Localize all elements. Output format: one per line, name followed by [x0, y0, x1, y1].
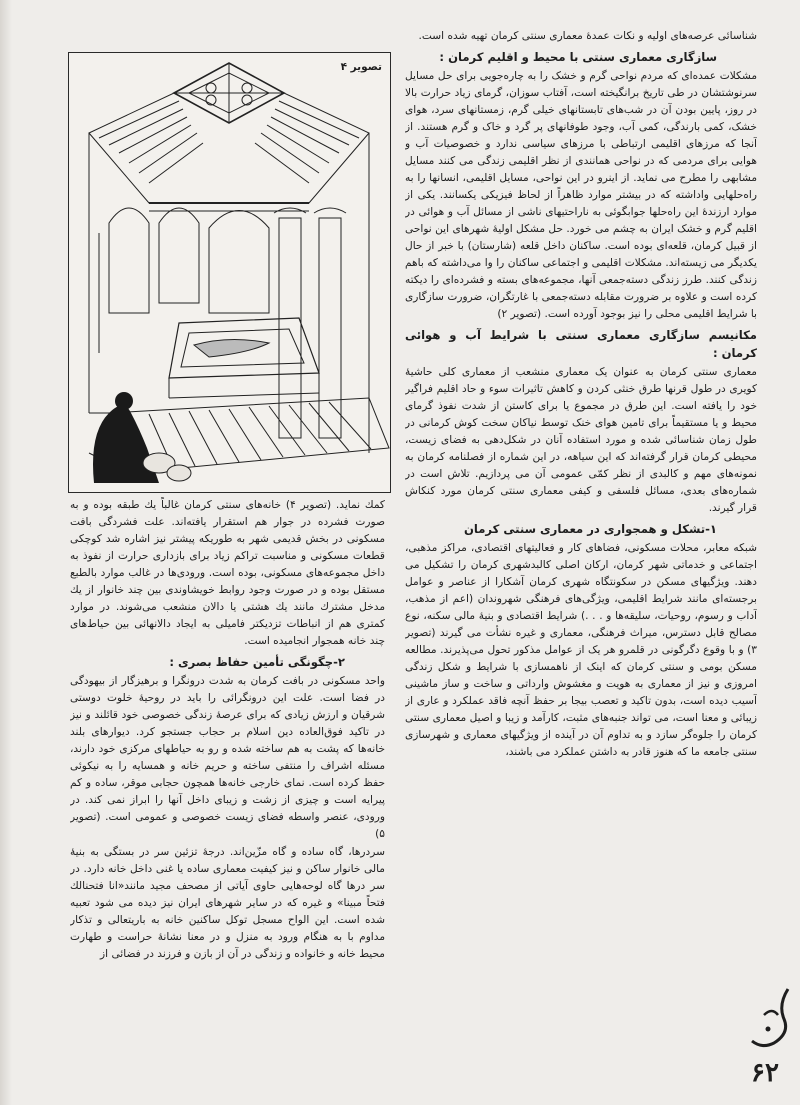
entrance-paragraph: سردرها، گاه ساده و گاه مزّین‌اند. درجهٔ تزئین سر در بستگی به بنیهٔ مالی خانوار ساکن و نیز کیفیت معماری ساده یا غنی داخل خانه دارد. در سر درها گاه لوحه‌هایی حاوی آیاتی از مصحف مجید مانند«انا فتحنالك فتحاً مبینا» و غیره که در سایر شهرهای ایران نیز دیده می شود تعبیه شده است. این الواح مسجل توکل ساکنین خانه به باریتعالی و تذکار مداوم با به هنگام ورود به منزل و در معنا نشانهٔ حراست و طهارت محیط خانه و خانواده و زندگی در آن از بازن و فرزند در فضائی از [70, 846, 385, 960]
section-heading-cohesion: ۱-تشکل و همجواری در معماری سنتی کرمان [463, 522, 717, 536]
page-edge-shadow [0, 0, 12, 1105]
right-text-column [405, 28, 757, 1058]
privacy-paragraph: واحد مسکونی در بافت کرمان به شدت درونگرا و برهیزگار از بیهودگی در فضا است. علت این درونگرائی را باید در روحیهٔ خلوت دوستی شرقیان و ارزش زیادی که برای عرصهٔ زندگی خصوصی خود قائلند و نیز در تاکید فوق‌العاده دین اسلام بر حجاب جستجو کرد. دیوارهای بلند خانه‌ها که پشت به هم ساخته شده و رو به حیاطهای مرکزی خود دارند، مسئله اشراف را منتفی ساخته و حریم خانه و همسایه را به نیکوئی حفظ کرده است. نمای خارجی خانه‌ها همچون حجابی موقر، ساده و کم پیرایه است و چیزی از زشت و زیبای داخل آنها را ابراز نمی کند. در ورودی، عنصر واسطه فضای زیست خصوصی و عمومی است. (تصویر ۵) [70, 675, 385, 840]
section-heading-mechanism: مکانیسم سازگاری معماری سنتی با شرایط آب و هوائی کرمان : [405, 328, 757, 360]
figure-illustration [68, 52, 391, 493]
section-heading-climate: سازگاری معماری سنتی با محیط و اقلیم کرمان : [439, 50, 717, 64]
house-interior-drawing [69, 53, 392, 494]
section-heading-privacy: ۲-چگونگی تأمین حفاظ بصری : [169, 655, 345, 669]
figure-caption: تصویر ۴ [340, 61, 382, 73]
intro-paragraph: شناسائی عرصه‌های اولیه و نکات عمدهٔ معماری سنتی کرمان تهیه شده است. [418, 30, 757, 42]
page-number: ۶۲ [751, 1058, 779, 1088]
kerman-logo [744, 985, 798, 1055]
cohesion-paragraph: شبکه معابر، محلات مسکونی، فضاهای کار و فعالیتهای اقتصادی، مراکز مذهبی، اجتماعی و خدماتی شهر کرمان، ارکان اصلی کالبدشهری کرمان را تشکیل می دهند. ویژگیهای مسکن در سکونتگاه شهری کرمان آشکارا از عناصر و عوامل برجسته‌ای مانند شرایط اقلیمی، ویژگی‌های فرهنگی شهروندان (اعم از مذهب، آداب و رسوم، روحیات، سلیقه‌ها و . . .) شرایط اقتصادی و بنیهٔ مالی سکنه، نوع مصالح قابل دسترس، میراث فرهنگی، معماری و غیره نشأت می گیرند (تصویر ۳) و با وقوع دگرگونی در قلمرو هر یک از عوامل مذکور تحول می‌پذیرند. مطالعه مسکن بومی و سنتی کرمان که اینک از ناهمسازی با شرایط و شکل زندگی امروزی و نیز از معماری به هویت و مغشوش وارداتی و ساخت و ساز ماشینی آسیب دیده است، بدون تاکید و تعصب بیجا بر حفظ آنچه فاقد عملکرد و عاری از زیبائی و معنا است، می تواند جنبه‌های مثبت، کارآمد و زیبا و اصیل معماری سنتی کرمان را جلوه‌گر سازد و به تداوم آن در آینده از ویژگیهای معماری و شهرسازی سنتی جامعه ما که هنوز قادر به داشتن عملکرد می باشند، [405, 542, 757, 758]
climate-paragraph: مشکلات عمده‌ای که مردم نواحی گرم و خشک را به چاره‌جویی برای حل مسایل سرنوشتشان در طی تاریخ برانگیخته است، آفتاب سوزان، گرمای زیاد حرارت بالا در روز، پایین بودن آن در شب‌های تابستانهای خیلی گرم، زمستانهای سرد، هوای خشک، کمی بارندگی، کمی آب، وجود طوفانهای پر گرد و خاک و گرم هستند. از آنجا که مرزهای اقلیمی ارتباطی با مرزهای سیاسی ندارد و خصوصیات آب و هوایی برای مردمی که در نواحی همانندی از نظر اقلیمی زندگی می کنند مسایل مشابهی را مطرح می نماید. از اینرو در این نواحی، مسایل اقلیمی، انسانها را به راه‌حلهایی واداشته که در بیشتر موارد ظاهراً از لحاظ فیزیکی یکسانند. یکی از موارد ارزندهٔ این راه‌حلها جوابگوئی به ناراحتیهای ناشی از مسائل آب و هوائی در اقلیم گرم و خشک ایران به چشم می خورد. حل مشکل اولیهٔ شهرهای این نواحی از قبیل کرمان، قلعه‌ای بوده است. ساکنان داخل قلعه (شارستان) با خبر از حال یکدیگر می زیسته‌اند. مشکلات اقلیمی و اجتماعی ساکنان را وا می‌داشته که باهم زندگی کنند. طرز زندگی دسته‌جمعی آنها، مجموعه‌های بسته و فشرده‌ای را دیکته کرده است و علاوه بر ضرورت مقابله دسته‌جمعی با غارتگران، ضرورت سازگاری با شرایط اقلیمی محلی را نیز بوجود آورده است. (تصویر ۲) [405, 70, 757, 320]
housing-paragraph: کمك نماید. (تصویر ۴) خانه‌های سنتی کرمان غالباً یك طبقه بوده و به صورت فشرده در جوار هم استقرار یافته‌اند. علت فشردگی بافت مسکونی در بخش قدیمی شهر به طوریکه پیشتر نیز اشاره شد کوچکی قطعات مسکونی و مناسبت تراکم زیاد برای بازداری حرارت از نفوذ به داخل مجموعه‌های مسکونی، بوده است. ورودی‌ها در غالب موارد بالطبع مستقل بوده و در صورت وجود روابط خویشاوندی بین چند خانوار از یك مدخل مشترك مانند یك هشتی یا دالان منشعب می‌شوند. در موارد کمتری هم از انباطات تزدیکتر فامیلی به ایجاد دالانهائی بین حیاط‌های چند خانه همجوار انجامیده است. [70, 499, 385, 647]
left-text-column [70, 497, 385, 1057]
mechanism-paragraph: معماری سنتی کرمان به عنوان یک معماری منشعب از معماری کلی حاشیهٔ کویری در طول قرنها طرق خنثی کردن و کاهش تاثیرات سوء و حاد اقلیم فراگیر خود را یافته است. این طرق در مجموع یا برای کاستن از شدت نفوذ گرمای محیط و یا مستقیماً برای تامین هوای خنک توسط نیاکان سخت کوش کرمانی در طول زمان شناسائی شده و مورد استفاده آنان در شکل‌دهی به فضای زیست، محیطی کرمان قرار گرفته‌اند که این سیاهه، در این شماره از فصلنامه کرمان به نمونه‌های مهم و کالبدی از نظر کمّی عمومی آن می پردازیم. تلاش است در شماره‌های بعدی، مسائل فلسفی و کیفی معماری سنتی کرمان مورد کنکاش قرار گیرند. [405, 366, 757, 514]
